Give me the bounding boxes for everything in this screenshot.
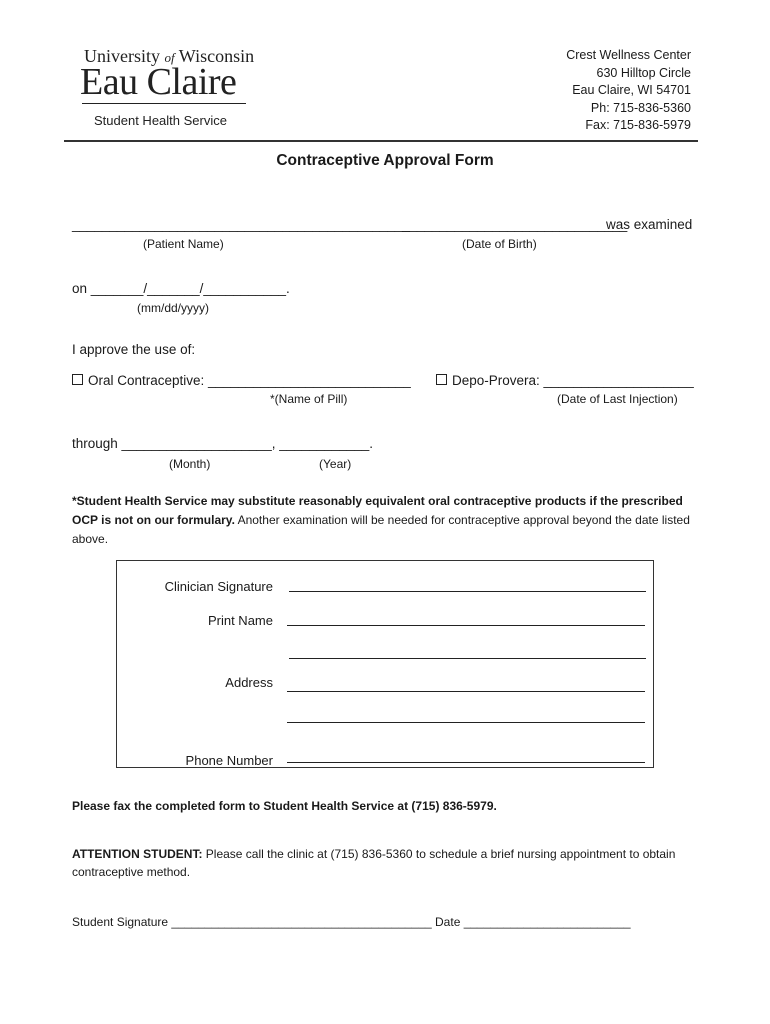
depo-provera-option[interactable]: [436, 373, 694, 388]
university-wordmark: University of Wisconsin: [84, 46, 255, 66]
attention-heading: ATTENTION STUDENT:: [72, 847, 203, 861]
checkbox-icon[interactable]: [436, 374, 447, 385]
address-line-1[interactable]: [289, 658, 646, 659]
attention-text: Please call the clinic at (715) 836-5360 to schedule a brief nursing appointment to obtain contraceptive method.: [72, 847, 676, 879]
logo-subtitle: Student Health Service: [94, 113, 227, 128]
form-title: Contraceptive Approval Form: [276, 152, 494, 169]
phone-number-label: Phone Number: [185, 753, 273, 768]
eau-claire-logo: Eau Claire: [80, 61, 237, 103]
exam-date-field[interactable]: on _______/_______/___________.: [72, 281, 290, 296]
oral-contraceptive-label: Oral Contraceptive: ___________________________: [88, 373, 411, 388]
address-label: Address: [225, 675, 273, 690]
last-injection-label: (Date of Last Injection): [557, 392, 678, 406]
header-divider: [64, 140, 698, 142]
date-of-birth-field[interactable]: ______________________________: [402, 217, 628, 232]
year-label: (Year): [319, 457, 352, 471]
student-signature-field[interactable]: Student Signature _______________________________________ Date _________________________: [72, 915, 631, 929]
logo-rule: [82, 103, 246, 104]
oral-contraceptive-option[interactable]: [72, 373, 411, 388]
phone-line: Ph: 715-836-5360: [590, 100, 691, 115]
checkbox-icon[interactable]: [72, 374, 83, 385]
exam-date-label: (mm/dd/yyyy): [137, 301, 209, 315]
clinic-address: [566, 47, 691, 135]
print-name-label: Print Name: [207, 613, 273, 628]
attention-student: [72, 845, 692, 881]
fax-instruction: Please fax the completed form to Student Health Service at (715) 836-5979.: [72, 799, 497, 813]
clinician-signature-label: Clinician Signature: [164, 579, 273, 594]
date-of-birth-label: (Date of Birth): [462, 237, 537, 251]
was-examined-text: was examined: [606, 217, 693, 232]
phone-number-line[interactable]: [287, 762, 645, 763]
month-label: (Month): [169, 457, 211, 471]
pill-name-label: *(Name of Pill): [270, 392, 348, 406]
address-line: Eau Claire, WI 54701: [572, 83, 691, 97]
print-name-line[interactable]: [287, 625, 645, 626]
clinician-signature-line[interactable]: [289, 591, 646, 592]
address-line-2[interactable]: [287, 691, 645, 692]
patient-name-label: (Patient Name): [143, 237, 224, 251]
fax-line: Fax: 715-836-5979: [585, 118, 691, 132]
formulary-note: [72, 492, 702, 549]
through-field[interactable]: through ____________________, ____________.: [72, 436, 374, 451]
patient-name-field[interactable]: _____________________________________________: [72, 217, 410, 232]
approve-heading: I approve the use of:: [72, 342, 196, 357]
address-line: 630 Hilltop Circle: [596, 65, 691, 80]
address-line-3[interactable]: [287, 722, 645, 723]
formulary-note-bold: *Student Health Service may substitute reasonably equivalent oral contraceptive products if the prescribed OCP is not on our formulary.: [72, 494, 683, 527]
address-line: Crest Wellness Center: [566, 48, 691, 62]
depo-provera-label: Depo-Provera: ____________________: [452, 373, 694, 388]
formulary-note-text: Another examination will be needed for contraceptive approval beyond the date listed above.: [72, 513, 690, 546]
